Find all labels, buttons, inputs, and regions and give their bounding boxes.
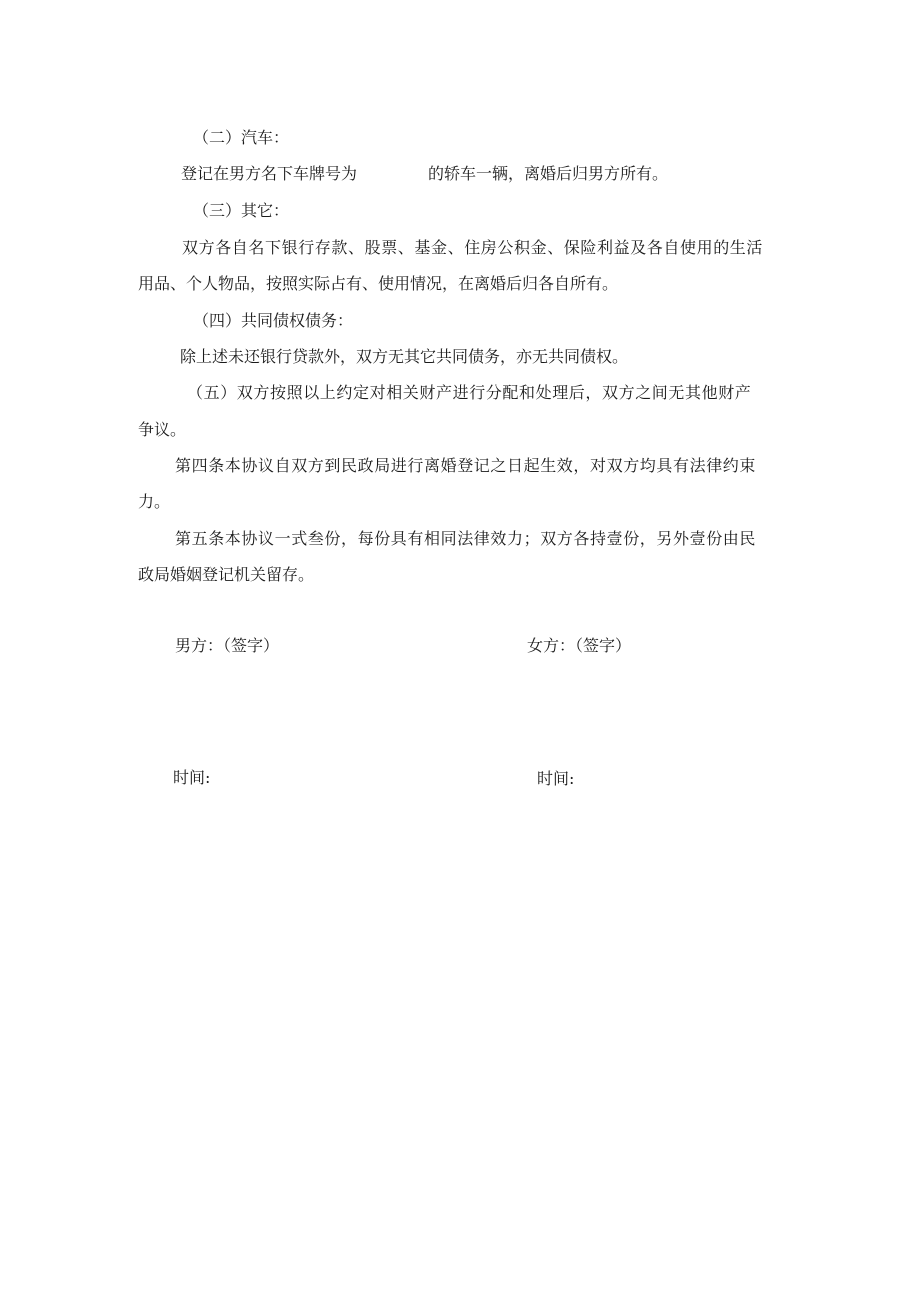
section-car-body-end: 的轿车一辆，离婚后归男方所有。 — [428, 164, 669, 183]
female-signature-label: 女方：（签字） — [527, 636, 632, 655]
male-signature-label: 男方：（签字） — [175, 636, 280, 655]
female-time-label: 时间: — [537, 769, 575, 788]
article-five-line1: 第五条本协议一式叁份，每份具有相同法律效力；双方各持壹份，另外壹份由民 — [175, 529, 757, 548]
section-debts-body: 除上述未还银行贷款外，双方无其它共同债务，亦无共同债权。 — [180, 347, 629, 366]
section-five-line2: 争议。 — [138, 420, 187, 439]
section-other-heading: （三）其它： — [193, 201, 290, 220]
section-car-body-start: 登记在男方名下车牌号为 — [181, 164, 358, 183]
section-other-body-line1: 双方各自名下银行存款、股票、基金、住房公积金、保险利益及各自使用的生活 — [182, 238, 764, 257]
section-debts-heading: （四）共同债权债务： — [193, 311, 354, 330]
article-five-line2: 政局婚姻登记机关留存。 — [138, 565, 315, 584]
article-four-line2: 力。 — [138, 492, 171, 511]
male-time-label: 时间: — [173, 768, 211, 787]
section-other-body-line2: 用品、个人物品，按照实际占有、使用情况，在离婚后归各自所有。 — [138, 274, 619, 293]
section-five-line1: （五）双方按照以上约定对相关财产进行分配和处理后，双方之间无其他财产 — [187, 383, 752, 402]
section-car-heading: （二）汽车： — [193, 128, 290, 147]
article-four-line1: 第四条本协议自双方到民政局进行离婚登记之日起生效，对双方均具有法律约束 — [175, 456, 757, 475]
